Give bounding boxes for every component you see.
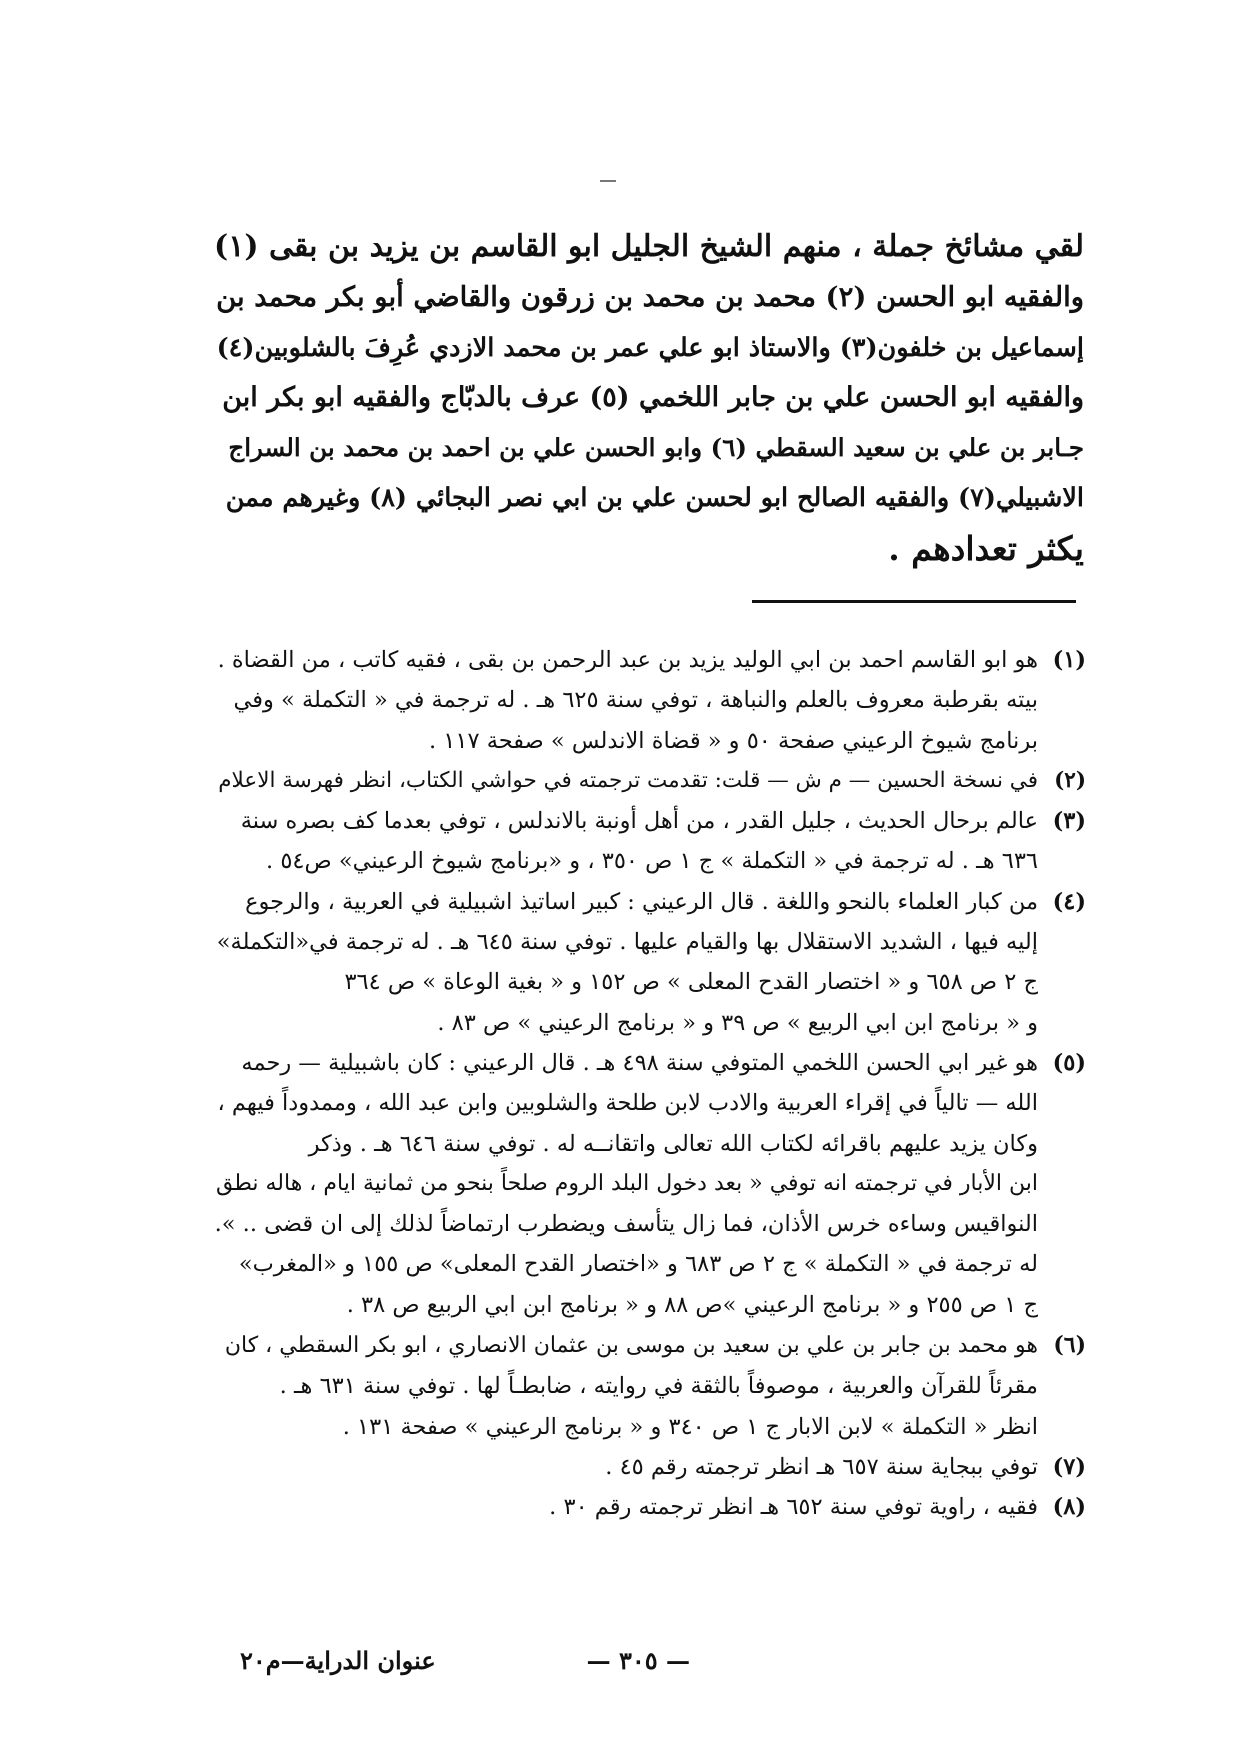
footnote-number: (٧) (1052, 1453, 1086, 1480)
footnote-5 (210, 1043, 1086, 1325)
footnote-text: مقرئاً للقرآن والعربية ، موصوفاً بالثقة في روايته ، ضابطـاً لها . توفي سنة ٦٣١ هـ . (279, 1373, 1038, 1400)
footnote-text: هو محمد بن جابر بن علي بن سعيد بن موسى بن عثمان الانصاري ، ابو بكر السقطي ، كان (224, 1333, 1038, 1359)
main-text-line: لقي مشائخ جملة ، منهم الشيخ الجليل ابو القاسم بن يزيد بن بقى (١) (214, 229, 1084, 264)
footnote-text: ج ٢ ص ٦٥٨ و « اختصار القدح المعلى » ص ١٥٢ و « بغية الوعاة » ص ٣٦٤ (344, 969, 1038, 996)
footnote-text: بيته بقرطبة معروف بالعلم والنباهة ، توفي سنة ٦٢٥ هـ . له ترجمة في « التكملة » وفي (233, 687, 1038, 714)
footnote-divider (752, 600, 1076, 603)
footnote-7 (210, 1447, 1086, 1487)
footnote-text: ابن الأبار في ترجمته انه توفي « بعد دخول البلد الروم صلحاً بنحو من ثمانية ايام ، هاله نطق (216, 1170, 1038, 1196)
footnote-text: له ترجمة في « التكملة » ج ٢ ص ٦٨٣ و «اختصار القدح المعلى» ص ١٥٥ و «المغرب» (238, 1251, 1038, 1278)
footnote-number: (٣) (1052, 808, 1086, 835)
footnote-text: وكان يزيد عليهم باقرائه لكتاب الله تعالى واتقانــه له . توفي سنة ٦٤٦ هـ . وذكر (308, 1130, 1038, 1157)
footnote-text: عالم برحال الحديث ، جليل القدر ، من أهل أونبة بالاندلس ، توفي بعدما كف بصره سنة (240, 808, 1038, 835)
footnote-text: إليه فيها ، الشديد الاستقلال بها والقيام عليها . توفي سنة ٦٤٥ هـ . له ترجمة في«التكملة» (216, 929, 1038, 956)
footnote-text: انظر « التكملة » لابن الابار ج ١ ص ٣٤٠ و « برنامج الرعيني » صفحة ١٣١ . (342, 1413, 1038, 1440)
footnote-number: (٦) (1053, 1332, 1086, 1359)
footnote-6 (210, 1325, 1086, 1447)
footnote-number: (٥) (1052, 1049, 1086, 1076)
footnote-text: هو غير ابي الحسن اللخمي المتوفي سنة ٤٩٨ هـ . قال الرعيني : كان باشبيلية — رحمه (241, 1049, 1038, 1076)
footnote-text: و « برنامج ابن ابي الربيع » ص ٣٩ و « برنامج الرعيني » ص ٨٣ . (437, 1009, 1038, 1036)
footnote-text: ٦٣٦ هـ . له ترجمة في « التكملة » ج ١ ص ٣٥٠ ، و «برنامج شيوخ الرعيني» ص٥٤ . (266, 848, 1038, 875)
running-title: عنوان الدراية—م٢٠ (240, 1646, 436, 1675)
main-text-block (212, 222, 1084, 574)
footnote-number: (٤) (1052, 888, 1086, 915)
footnote-text: فقيه ، راوية توفي سنة ٦٥٢ هـ انظر ترجمته رقم ٣٠ . (549, 1494, 1038, 1521)
main-text-line: والفقيه ابو الحسن (٢) محمد بن محمد بن زرقون والقاضي أبو بكر محمد بن (216, 281, 1084, 314)
main-text-line: إسماعيل بن خلفون(٣) والاستاذ ابو علي عمر بن محمد الازدي عُرِفَ بالشلوبين(٤) (216, 332, 1084, 363)
footnote-4 (210, 882, 1086, 1043)
footnote-number: (٢) (1054, 767, 1086, 793)
footnote-text: ج ١ ص ٢٥٥ و « برنامج الرعيني »ص ٨٨ و « برنامج ابن ابي الربيع ص ٣٨ . (346, 1291, 1038, 1318)
main-text-line: الاشبيلي(٧) والفقيه الصالح ابو لحسن علي بن ابي نصر البجائي (٨) وغيرهم ممن (225, 483, 1084, 514)
footnote-text: هو ابو القاسم احمد بن ابي الوليد يزيد بن عبد الرحمن بن بقى ، فقيه كاتب ، من القضاة . (217, 647, 1038, 673)
footnote-text: في نسخة الحسين — م ش — قلت: تقدمت ترجمته في حواشي الكتاب، انظر فهرسة الاعلام (218, 767, 1038, 793)
footnote-number: (١) (1052, 647, 1086, 673)
footnotes-block (210, 640, 1086, 1528)
footnote-8 (210, 1487, 1086, 1527)
footnote-text: من كبار العلماء بالنحو واللغة . قال الرعيني : كبير اساتيذ اشبيلية في العربية ، والرجوع (245, 888, 1038, 915)
footnote-text: برنامج شيوخ الرعيني صفحة ٥٠ و « قضاة الاندلس » صفحة ١١٧ . (428, 727, 1038, 754)
footnote-number: (٨) (1052, 1494, 1086, 1521)
footnote-3 (210, 801, 1086, 882)
footnote-text: توفي ببجاية سنة ٦٥٧ هـ انظر ترجمته رقم ٤٥ . (605, 1453, 1038, 1480)
main-text-line: والفقيه ابو الحسن علي بن جابر اللخمي (٥) عرف بالدبّاج والفقيه ابو بكر ابن (222, 381, 1084, 413)
page-number: — ٣٠٥ — (586, 1646, 690, 1675)
top-mark (600, 180, 616, 182)
main-text-line: يكثر تعدادهم . (888, 528, 1084, 568)
footnote-text: النواقيس وساءه خرس الأذان، فما زال يتأسف ويضطرب ارتماضاً لذلك إلى ان قضى .. ». (214, 1211, 1038, 1238)
footnote-2 (210, 761, 1086, 801)
footnote-text: الله — تالياً في إقراء العربية والادب لابن طلحة والشلوبين وابن عبد الله ، وممدوداً فيهم ، (217, 1090, 1038, 1117)
footnote-1 (210, 640, 1086, 761)
main-text-line: جـابر بن علي بن سعيد السقطي (٦) وابو الحسن علي بن احمد بن محمد بن السراج (228, 433, 1084, 463)
page-footer (240, 1646, 1080, 1686)
